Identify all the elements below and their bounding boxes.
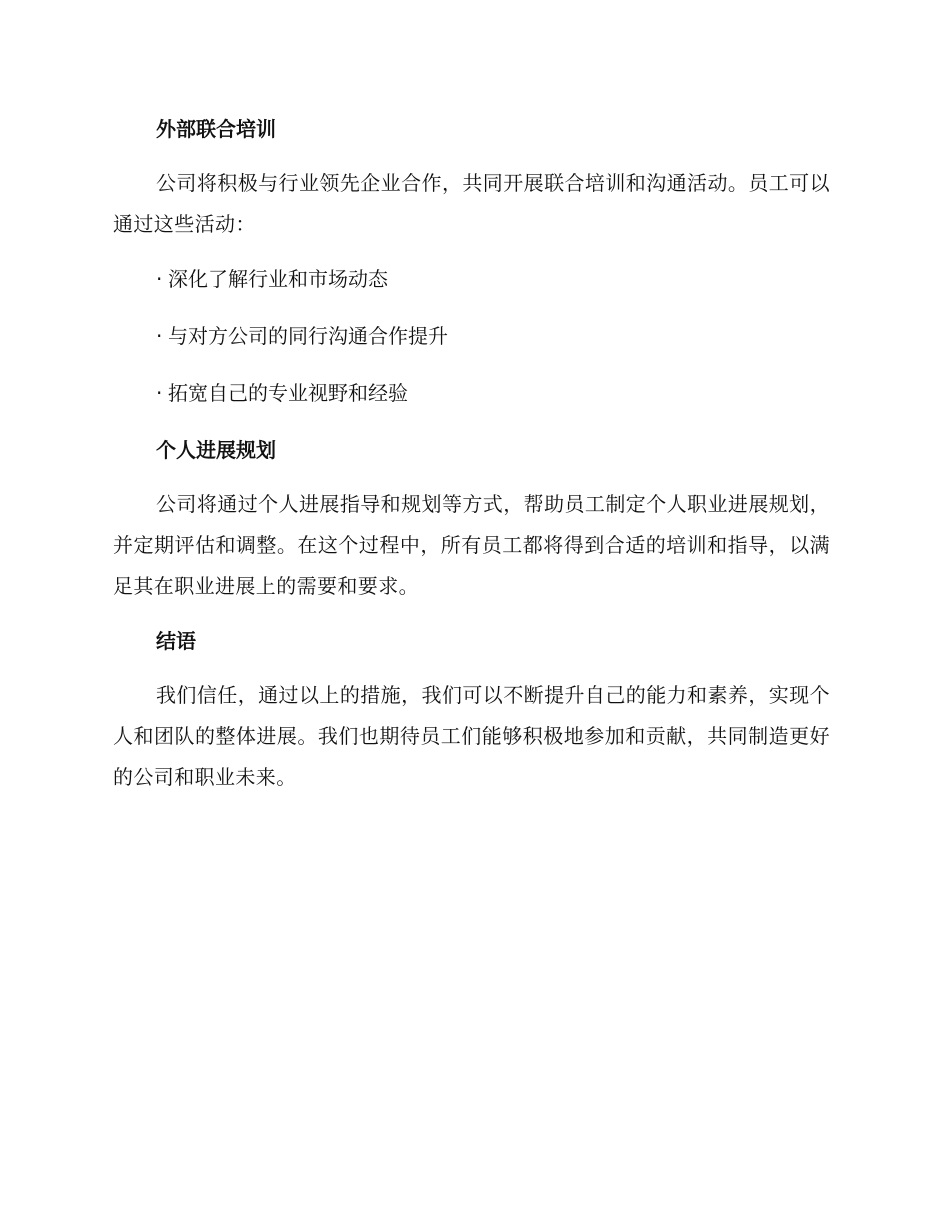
bullet-text: 与对方公司的同行沟通合作提升 [168,324,448,348]
bullet-item [113,374,830,412]
bullet-text: 拓宽自己的专业视野和经验 [168,381,408,405]
bullet-item [113,260,830,298]
section-paragraph-conclusion: 我们信任，通过以上的措施，我们可以不断提升自己的能力和素养，实现个人和团队的整体进展。我们也期待员工们能够积极地参加和贡献，共同制造更好的公司和职业未来。 [113,683,830,789]
bullet-dot: · [156,324,163,348]
bullet-text: 深化了解行业和市场动态 [168,267,388,291]
document-body [113,110,830,813]
section-heading-external-training: 外部联合培训 [156,117,276,141]
section-paragraph-personal-plan: 公司将通过个人进展指导和规划等方式，帮助员工制定个人职业进展规划，并定期评估和调整。在这个过程中，所有员工都将得到合适的培训和指导，以满足其在职业进展上的需要和要求。 [113,492,830,598]
bullet-item [113,317,830,355]
section-heading-personal-plan: 个人进展规划 [156,438,276,462]
section-heading-conclusion: 结语 [156,629,196,653]
section-paragraph-external-training: 公司将积极与行业领先企业合作，共同开展联合培训和沟通活动。员工可以通过这些活动： [113,171,830,236]
bullet-dot: · [156,381,163,405]
bullet-dot: · [156,267,163,291]
